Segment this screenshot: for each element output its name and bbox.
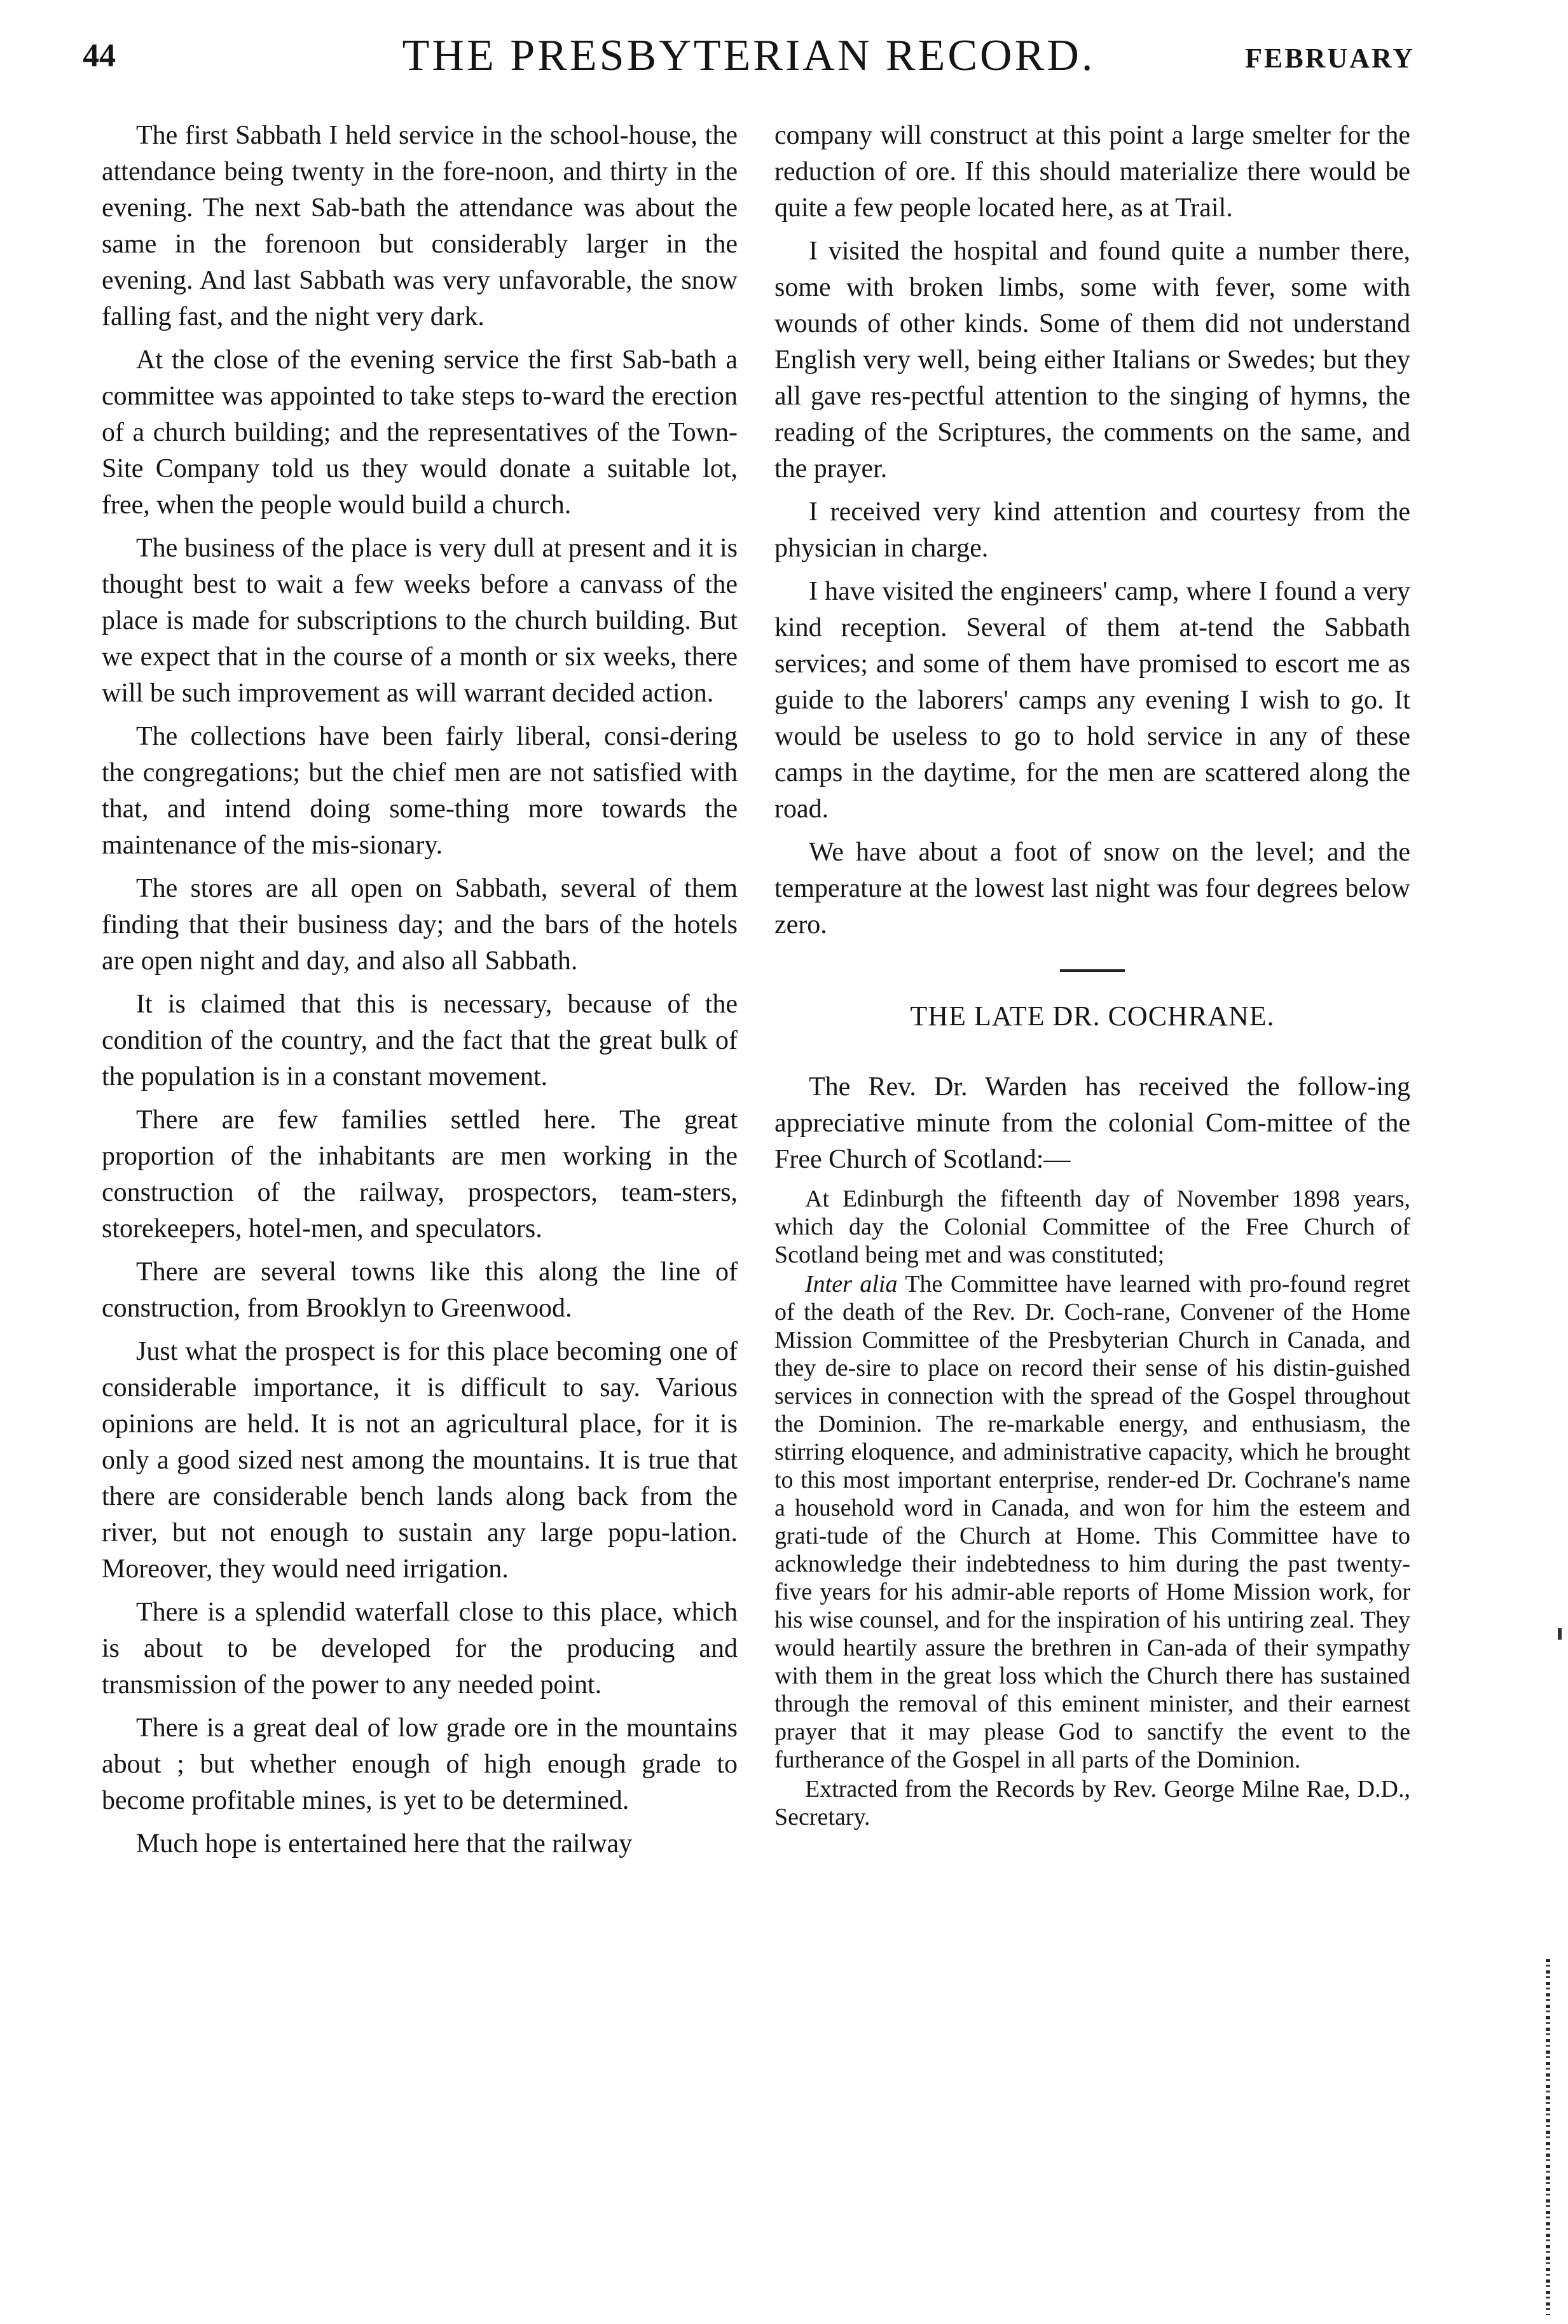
paragraph: Just what the prospect is for this place becoming one of considerable importance, it is difficult to say. Various opinions are held. It is not an agricultural place, for it is only a good sized nest among the mountains. It is true that there are considerable bench lands along back from the river, but not enough to sustain any large popu-lation. Moreover, they would need irrigation. — [102, 1337, 738, 1584]
left-column — [102, 118, 738, 1869]
article-intro: The Rev. Dr. Warden has received the follow-ing appreciative minute from the colonial Com-mittee of the Free Church of Scotland:— — [774, 1072, 1410, 1174]
committee-minute — [774, 1185, 1410, 1831]
paragraph: I have visited the engineers' camp, where I found a very kind reception. Several of them at-tend the Sabbath services; and some of them have promised to escort me as guide to the laborers' camps any evening I wish to go. It would be useless to go to hold service in any of these camps in the daytime, for the men are scattered along the road. — [774, 577, 1410, 824]
paragraph: There are few families settled here. The great proportion of the inhabitants are men working in the construction of the railway, prospectors, team-sters, storekeepers, hotel-men, and speculators. — [102, 1105, 738, 1243]
paragraph: There are several towns like this along the line of construction, from Brooklyn to Greenwood. — [102, 1257, 738, 1323]
paragraph: We have about a foot of snow on the level; and the temperature at the lowest last night was four degrees below zero. — [774, 838, 1410, 939]
paragraph: The business of the place is very dull at present and it is thought best to wait a few weeks before a canvass of the place is made for subscriptions to the church building. But we expect that in the course of a month or six weeks, there will be such improvement as will warrant decided action. — [102, 534, 738, 708]
issue-month: FEBRUARY — [1245, 43, 1415, 74]
paragraph: The first Sabbath I held service in the school-house, the attendance being twenty in the fore-noon, and thirty in the evening. The next Sab-bath the attendance was about the same in the forenoon but considerably larger in the evening. And last Sabbath was very unfavorable, the snow falling fast, and the night very dark. — [102, 121, 738, 331]
journal-title: THE PRESBYTERIAN RECORD. — [402, 31, 1096, 80]
page-number: 44 — [83, 38, 116, 74]
inter-alia: Inter alia — [805, 1271, 898, 1297]
minute-closing: Extracted from the Records by Rev. George Milne Rae, D.D., Secretary. — [774, 1776, 1410, 1830]
section-divider — [1060, 969, 1125, 972]
paragraph: I visited the hospital and found quite a number there, some with broken limbs, some with fever, some with wounds of other kinds. Some of them did not understand English very well, being either Italians or Swedes; but they all gave res-pectful attention to the singing of hymns, the reading of the Scriptures, the comments on the same, and the prayer. — [774, 237, 1410, 483]
scan-edge-mark — [1546, 1959, 1550, 2315]
paragraph: There is a splendid waterfall close to this place, which is about to be developed for the producing and transmission of the power to any needed point. — [102, 1598, 738, 1699]
continued-paragraph: company will construct at this point a large smelter for the reduction of ore. If this should materialize there would be quite a few people located here, as at Trail. — [774, 121, 1410, 223]
section-title: THE LATE DR. COCHRANE. — [910, 1000, 1275, 1032]
paragraph: At the close of the evening service the first Sab-bath a committee was appointed to take steps to-ward the erection of a church building; and the representatives of the Town-Site Company told us they would donate a suitable lot, free, when the people would build a church. — [102, 345, 738, 520]
right-column — [774, 118, 1410, 1832]
paragraph: Much hope is entertained here that the railway — [136, 1829, 633, 1858]
page-header — [83, 31, 1415, 88]
scan-speck — [1558, 1628, 1562, 1640]
paragraph: I received very kind attention and courtesy from the physician in charge. — [774, 497, 1410, 563]
minute-opening: At Edinburgh the fifteenth day of November 1898 years, which day the Colonial Committee of the Free Church of Scotland being met and was constituted; — [774, 1186, 1410, 1268]
minute-body — [774, 1270, 1410, 1774]
paragraph: The stores are all open on Sabbath, several of them finding that their business day; and the bars of the hotels are open night and day, and also all Sabbath. — [102, 874, 738, 976]
paragraph: There is a great deal of low grade ore in the mountains about ; but whether enough of high enough grade to become profitable mines, is yet to be determined. — [102, 1713, 738, 1815]
paragraph: The collections have been fairly liberal, consi-dering the congregations; but the chief men are not satisfied with that, and intend doing some-thing more towards the maintenance of the mis-sionary. — [102, 722, 738, 860]
paragraph: It is claimed that this is necessary, because of the condition of the country, and the fact that the great bulk of the population is in a constant movement. — [102, 990, 738, 1091]
minute-body-text: The Committee have learned with pro-found regret of the death of the Rev. Dr. Coch-rane, Convener of the Home Mission Committee of the Presbyterian Church in Canada, and they de-sire to place on record their sense of his distin-guished services in connection with the spread of the Gospel throughout the Dominion. The re-markable energy, and enthusiasm, the stirring eloquence, and administrative capacity, which he brought to this most important enterprise, render-ed Dr. Cochrane's name a household word in Canada, and won for him the esteem and grati-tude of the Church at Home. This Committee have to acknowledge their indebtedness to him during the past twenty-five years for his admir-able reports of Home Mission work, for his wise counsel, and for the inspiration of his untiring zeal. They would heartily assure the brethren in Can-ada of their sympathy with them in the great loss which the Church there has sustained through the removal of this eminent minister, and their earnest prayer that it may please God to sanctify the event to the furtherance of the Gospel in all parts of the Dominion. — [774, 1271, 1410, 1773]
